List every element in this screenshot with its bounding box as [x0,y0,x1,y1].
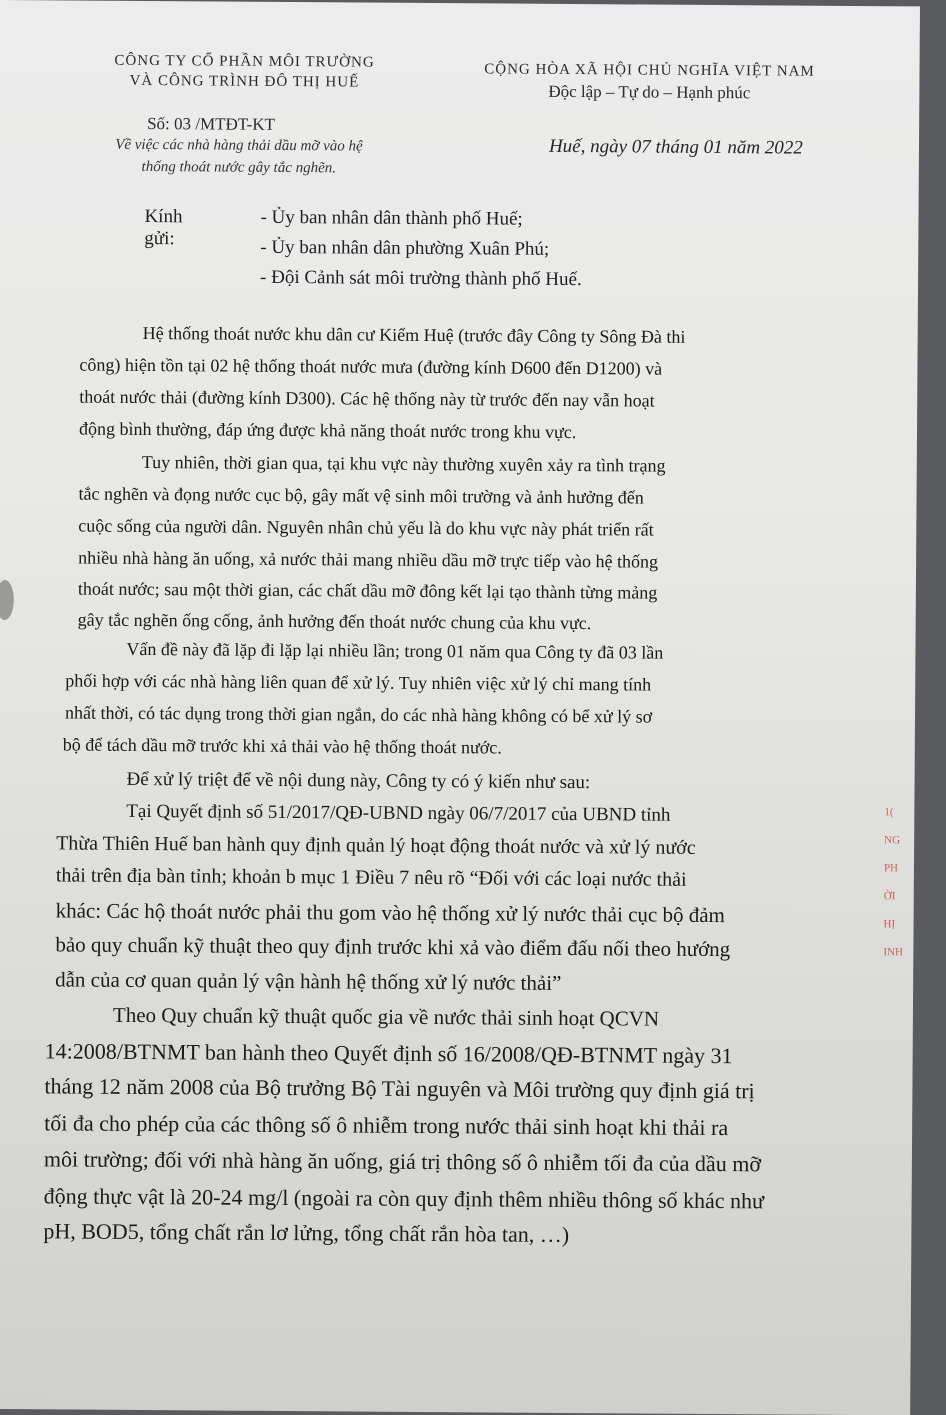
body-line: thoát nước thải (đường kính D300). Các hệ thống này từ trước đến nay vẫn hoạt [79,386,655,411]
body-line: thải trên địa bàn tỉnh; khoản b mục 1 Điều 7 nêu rõ “Đối với các loại nước thải [55,864,687,891]
body-line: phối hợp với các nhà hàng liên quan để xử lý. Tuy nhiên việc xử lý chỉ mang tính [65,670,652,695]
body-line: bảo quy chuẩn kỹ thuật theo quy định trước khi xả vào điểm đấu nối theo hướng [55,932,731,962]
body-line: Để xử lý triệt để về nội dung này, Công ty có ý kiến như sau: [126,768,591,794]
body-line: nhiều nhà hàng ăn uống, xả nước thải mang nhiều dầu mỡ trực tiếp vào hệ thống [78,547,659,572]
body-line: nhất thời, có tác dụng trong thời gian ngắn, do các nhà hàng không có bể xử lý sơ [64,702,653,727]
body-line: Tại Quyết định số 51/2017/QĐ-UBND ngày 06/7/2017 của UBND tỉnh [126,800,671,826]
organization-header [59,50,429,93]
national-motto [429,58,869,105]
body-line: tháng 12 năm 2008 của Bộ trưởng Bộ Tài nguyên và Môi trường quy định giá trị [44,1073,755,1104]
document-subject [49,133,429,180]
body-line: khác: Các hộ thoát nước phải thu gom vào hệ thống xử lý nước thải cục bộ đảm [55,898,726,928]
body-line: Hệ thống thoát nước khu dân cư Kiểm Huệ (trước đây Công ty Sông Đà thi [142,323,686,347]
body-line: gây tắc nghẽn ống cống, ảnh hưởng đến thoát nước chung của khu vực. [77,609,592,634]
body-line: Tuy nhiên, thời gian qua, tại khu vực này thường xuyên xảy ra tình trạng [141,452,666,476]
binding-hole [0,580,14,620]
body-line: 14:2008/BTNMT ban hành theo Quyết định số 16/2008/QĐ-BTNMT ngày 31 [44,1038,733,1069]
body-line: bộ để tách dầu mỡ trước khi xả thải vào hệ thống thoát nước. [62,734,502,758]
recipient-item: - Ủy ban nhân dân phường Xuân Phú; [260,236,550,260]
document-number: Số: 03 /MTĐT-KT [147,114,276,134]
body-line: công) hiện tồn tại 02 hệ thống thoát nước mưa (đường kính D600 đến D1200) và [79,354,663,379]
body-line: động bình thường, đáp ứng được khả năng thoát nước trong khu vực. [78,418,577,443]
recipients-label: Kính gửi: [144,206,183,250]
body-line: pH, BOD5, tổng chất rắn lơ lửng, tổng chất rắn hòa tan, …) [43,1218,570,1248]
body-line: tắc nghẽn và đọng nước cục bộ, gây mất vệ sinh môi trường và ảnh hưởng đến [78,483,644,508]
subject-line: thống thoát nước gây tắc nghẽn. [141,158,337,177]
org-name-line1: CÔNG TY CỔ PHẦN MÔI TRƯỜNG [114,52,375,71]
body-line: thoát nước; sau một thời gian, các chất dầu mỡ đông kết lại tạo thành từng mảng [77,578,658,603]
body-line: tối đa cho phép của các thông số ô nhiễm trong nước thải sinh hoạt khi thải ra [44,1110,729,1141]
body-line: Vấn đề này đã lặp đi lặp lại nhiều lần; trong 01 năm qua Công ty đã 03 lần [126,638,664,663]
body-line: môi trường; đối với nhà hàng ăn uống, giá trị thông số ô nhiễm tối đa của dầu mỡ [43,1146,762,1177]
subject-line: Về việc các nhà hàng thải dầu mỡ vào hệ [115,136,363,155]
adjacent-page-edge: 1( NG PH ỜI HỊ INH [883,806,903,959]
body-line: Theo Quy chuẩn kỹ thuật quốc gia về nước thải sinh hoạt QCVN [112,1002,660,1031]
document-date: Huế, ngày 07 tháng 01 năm 2022 [548,135,803,159]
body-line: Thừa Thiên Huế ban hành quy định quản lý hoạt động thoát nước và xử lý nước [56,832,696,859]
body-line: cuộc sống của người dân. Nguyên nhân chủ yếu là do khu vực này phát triển rất [78,515,654,540]
body-line: dẫn của cơ quan quản lý vận hành hệ thống xử lý nước thải” [55,967,562,995]
motto: Độc lập – Tự do – Hạnh phúc [548,81,751,103]
org-name-line2: VÀ CÔNG TRÌNH ĐÔ THỊ HUẾ [129,72,360,91]
recipient-item: - Ủy ban nhân dân thành phố Huế; [260,206,523,230]
recipient-item: - Đội Cảnh sát môi trường thành phố Huế. [259,266,582,291]
body-line: động thực vật là 20-24 mg/l (ngoài ra còn quy định thêm nhiều thông số khác như [43,1183,765,1214]
nation-name: CỘNG HÒA XÃ HỘI CHỦ NGHĨA VIỆT NAM [484,61,815,80]
